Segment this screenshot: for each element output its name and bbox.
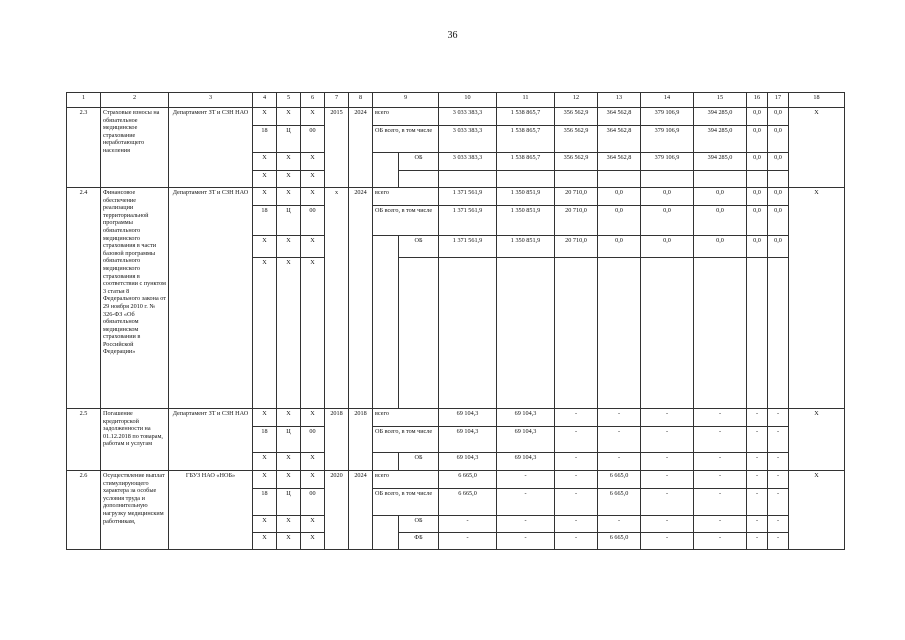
value-cell: 1 371 561,9	[439, 188, 497, 206]
note-cell: Х	[789, 108, 845, 188]
value-cell: 0,0	[768, 188, 789, 206]
value-cell: 0,0	[747, 236, 768, 258]
funding-source: всего	[373, 108, 439, 126]
value-cell: 0,0	[768, 153, 789, 171]
value-cell: -	[694, 453, 747, 471]
value-cell: -	[694, 427, 747, 453]
value-cell: 20 710,0	[555, 236, 598, 258]
value-cell: 1 350 851,9	[497, 188, 555, 206]
start-year: 2015	[325, 108, 349, 188]
value-cell: -	[641, 489, 694, 516]
code-cell: Х	[277, 453, 301, 471]
value-cell: -	[555, 453, 598, 471]
header-cell: 12	[555, 93, 598, 108]
code-cell: Х	[277, 171, 301, 188]
value-cell: 0,0	[598, 206, 641, 236]
value-cell: 356 562,9	[555, 126, 598, 153]
code-cell: 00	[301, 206, 325, 236]
value-cell: -	[747, 471, 768, 489]
value-cell: -	[747, 453, 768, 471]
table-row	[67, 108, 845, 126]
empty-cell	[555, 258, 598, 409]
value-cell: 379 106,9	[641, 126, 694, 153]
value-cell: -	[747, 533, 768, 550]
value-cell: 0,0	[747, 126, 768, 153]
value-cell: 394 285,0	[694, 126, 747, 153]
value-cell: 69 104,3	[439, 427, 497, 453]
value-cell: 1 371 561,9	[439, 236, 497, 258]
value-cell: 0,0	[768, 108, 789, 126]
value-cell: -	[641, 471, 694, 489]
value-cell: 1 538 865,7	[497, 153, 555, 171]
code-cell: Х	[301, 471, 325, 489]
value-cell: -	[641, 516, 694, 533]
code-cell: Х	[253, 471, 277, 489]
value-cell: 394 285,0	[694, 153, 747, 171]
indent-cell	[373, 453, 399, 471]
event-name: Финансовое обеспечение реализации территориальной программы обязательного медицинского страхования в части базовой программы обязательного медицинского страхования в соответствии с пунктом 3 статьи 8 Федерального закона от 29 ноября 2010 г. № 326-ФЗ «Об обязательном медицинском страховании в Российской Федерации»	[101, 188, 169, 409]
funding-source: всего	[373, 471, 439, 489]
value-cell: -	[555, 533, 598, 550]
empty-cell	[439, 258, 497, 409]
value-cell: 69 104,3	[439, 453, 497, 471]
header-cell: 10	[439, 93, 497, 108]
code-cell: Х	[253, 153, 277, 171]
value-cell: 3 033 383,3	[439, 126, 497, 153]
code-cell: Х	[277, 533, 301, 550]
header-cell: 8	[349, 93, 373, 108]
value-cell: -	[694, 489, 747, 516]
value-cell: -	[768, 471, 789, 489]
value-cell: -	[598, 453, 641, 471]
executor: ГБУЗ НАО «НОБ»	[169, 471, 253, 550]
value-cell: -	[555, 427, 598, 453]
empty-cell	[399, 171, 439, 188]
funding-source: ОБ	[399, 153, 439, 171]
note-cell: Х	[789, 471, 845, 550]
empty-cell	[694, 258, 747, 409]
event-name: Осуществление выплат стимулирующего характера за особые условия труда и дополнительную нагрузку медицинским работникам,	[101, 471, 169, 550]
event-name: Страховые взносы на обязательное медицинское страхование неработающего населения	[101, 108, 169, 188]
value-cell: 3 033 383,3	[439, 108, 497, 126]
code-cell: Ц	[277, 126, 301, 153]
value-cell: 356 562,9	[555, 108, 598, 126]
code-cell: Х	[277, 108, 301, 126]
code-cell: Х	[277, 188, 301, 206]
empty-cell	[399, 258, 439, 409]
value-cell: -	[747, 516, 768, 533]
executor: Департамент ЗТ и СЗН НАО	[169, 409, 253, 471]
value-cell: 0,0	[747, 206, 768, 236]
page-number: 36	[447, 30, 458, 41]
empty-cell	[641, 171, 694, 188]
value-cell: -	[555, 471, 598, 489]
empty-cell	[694, 171, 747, 188]
code-cell: Х	[253, 171, 277, 188]
row-number: 2.4	[67, 188, 101, 409]
program-funding-table	[66, 92, 845, 550]
code-cell: Х	[301, 258, 325, 409]
empty-cell	[747, 171, 768, 188]
value-cell: 1 538 865,7	[497, 126, 555, 153]
value-cell: 364 562,8	[598, 153, 641, 171]
value-cell: -	[768, 427, 789, 453]
start-year: 2018	[325, 409, 349, 471]
header-cell: 3	[169, 93, 253, 108]
header-cell: 1	[67, 93, 101, 108]
empty-cell	[747, 258, 768, 409]
empty-cell	[641, 258, 694, 409]
funding-source: ОБ всего, в том числе	[373, 206, 439, 236]
value-cell: -	[768, 516, 789, 533]
code-cell: Х	[253, 516, 277, 533]
funding-source: всего	[373, 409, 439, 427]
value-cell: 0,0	[641, 206, 694, 236]
funding-source: ОБ всего, в том числе	[373, 489, 439, 516]
value-cell: -	[768, 489, 789, 516]
value-cell: -	[694, 471, 747, 489]
value-cell: 0,0	[641, 236, 694, 258]
header-cell: 17	[768, 93, 789, 108]
funding-source: ФБ	[399, 533, 439, 550]
value-cell: 394 285,0	[694, 108, 747, 126]
value-cell: 356 562,9	[555, 153, 598, 171]
value-cell: 379 106,9	[641, 108, 694, 126]
value-cell: -	[439, 516, 497, 533]
empty-cell	[497, 171, 555, 188]
code-cell: Х	[301, 453, 325, 471]
code-cell: 18	[253, 489, 277, 516]
row-number: 2.6	[67, 471, 101, 550]
value-cell: -	[747, 489, 768, 516]
header-cell: 15	[694, 93, 747, 108]
value-cell: 0,0	[641, 188, 694, 206]
code-cell: Х	[277, 258, 301, 409]
indent-cell	[373, 236, 399, 409]
code-cell: Х	[301, 188, 325, 206]
code-cell: Ц	[277, 206, 301, 236]
value-cell: 6 665,0	[598, 533, 641, 550]
header-cell: 13	[598, 93, 641, 108]
value-cell: 0,0	[768, 206, 789, 236]
value-cell: -	[598, 516, 641, 533]
code-cell: Ц	[277, 489, 301, 516]
funding-source: ОБ всего, в том числе	[373, 427, 439, 453]
code-cell: Х	[253, 409, 277, 427]
code-cell: Х	[277, 236, 301, 258]
value-cell: 0,0	[598, 236, 641, 258]
code-cell: Х	[253, 108, 277, 126]
row-number: 2.5	[67, 409, 101, 471]
header-cell: 18	[789, 93, 845, 108]
row-number: 2.3	[67, 108, 101, 188]
value-cell: 0,0	[747, 108, 768, 126]
value-cell: 20 710,0	[555, 188, 598, 206]
code-cell: Х	[277, 516, 301, 533]
value-cell: 0,0	[747, 153, 768, 171]
value-cell: 0,0	[598, 188, 641, 206]
code-cell: Х	[301, 533, 325, 550]
value-cell: -	[768, 453, 789, 471]
value-cell: 1 538 865,7	[497, 108, 555, 126]
funding-source: ОБ	[399, 453, 439, 471]
header-cell: 7	[325, 93, 349, 108]
header-cell: 2	[101, 93, 169, 108]
value-cell: -	[555, 516, 598, 533]
value-cell: -	[497, 533, 555, 550]
value-cell: -	[497, 471, 555, 489]
code-cell: Х	[277, 153, 301, 171]
value-cell: 69 104,3	[497, 453, 555, 471]
empty-cell	[598, 258, 641, 409]
empty-cell	[439, 171, 497, 188]
code-cell: Х	[253, 533, 277, 550]
note-cell: Х	[789, 188, 845, 409]
value-cell: 364 562,8	[598, 126, 641, 153]
indent-cell	[373, 516, 399, 550]
value-cell: -	[641, 453, 694, 471]
value-cell: -	[694, 533, 747, 550]
code-cell: Х	[301, 516, 325, 533]
value-cell: 0,0	[768, 126, 789, 153]
end-year: 2024	[349, 108, 373, 188]
header-cell: 11	[497, 93, 555, 108]
value-cell: 364 562,8	[598, 108, 641, 126]
funding-source: всего	[373, 188, 439, 206]
value-cell: 6 665,0	[439, 489, 497, 516]
funding-source: ОБ	[399, 516, 439, 533]
value-cell: 3 033 383,3	[439, 153, 497, 171]
value-cell: -	[497, 516, 555, 533]
value-cell: 1 350 851,9	[497, 236, 555, 258]
header-cell: 14	[641, 93, 694, 108]
value-cell: -	[641, 533, 694, 550]
value-cell: -	[768, 533, 789, 550]
code-cell: Х	[253, 236, 277, 258]
event-name: Погашение кредиторской задолженности на 01.12.2018 по товарам, работам и услугам	[101, 409, 169, 471]
value-cell: -	[747, 427, 768, 453]
code-cell: 18	[253, 206, 277, 236]
value-cell: 0,0	[694, 188, 747, 206]
code-cell: 18	[253, 427, 277, 453]
empty-cell	[768, 258, 789, 409]
value-cell: 0,0	[694, 236, 747, 258]
value-cell: 379 106,9	[641, 153, 694, 171]
value-cell: -	[641, 409, 694, 427]
code-cell: Х	[301, 236, 325, 258]
header-cell: 6	[301, 93, 325, 108]
value-cell: 0,0	[747, 188, 768, 206]
end-year: 2018	[349, 409, 373, 471]
value-cell: -	[747, 409, 768, 427]
header-cell: 9	[373, 93, 439, 108]
value-cell: -	[439, 533, 497, 550]
value-cell: 1 371 561,9	[439, 206, 497, 236]
value-cell: 20 710,0	[555, 206, 598, 236]
funding-source: ОБ	[399, 236, 439, 258]
table-row	[67, 409, 845, 427]
code-cell: Х	[253, 258, 277, 409]
value-cell: -	[598, 409, 641, 427]
value-cell: 6 665,0	[598, 471, 641, 489]
header-cell: 16	[747, 93, 768, 108]
start-year: х	[325, 188, 349, 409]
header-cell: 5	[277, 93, 301, 108]
executor: Департамент ЗТ и СЗН НАО	[169, 188, 253, 409]
table-header-row	[67, 93, 845, 108]
value-cell: 1 350 851,9	[497, 206, 555, 236]
value-cell: -	[555, 409, 598, 427]
value-cell: -	[694, 516, 747, 533]
code-cell: Ц	[277, 427, 301, 453]
code-cell: 00	[301, 489, 325, 516]
executor: Департамент ЗТ и СЗН НАО	[169, 108, 253, 188]
value-cell: 69 104,3	[497, 409, 555, 427]
empty-cell	[768, 171, 789, 188]
table-row	[67, 188, 845, 206]
value-cell: -	[598, 427, 641, 453]
code-cell: 00	[301, 126, 325, 153]
value-cell: -	[768, 409, 789, 427]
table-row	[67, 471, 845, 489]
empty-cell	[497, 258, 555, 409]
indent-cell	[373, 153, 399, 188]
end-year: 2024	[349, 471, 373, 550]
code-cell: Х	[301, 153, 325, 171]
value-cell: 0,0	[694, 206, 747, 236]
value-cell: -	[555, 489, 598, 516]
value-cell: 6 665,0	[439, 471, 497, 489]
start-year: 2020	[325, 471, 349, 550]
value-cell: -	[694, 409, 747, 427]
empty-cell	[555, 171, 598, 188]
end-year: 2024	[349, 188, 373, 409]
note-cell: Х	[789, 409, 845, 471]
code-cell: Х	[277, 471, 301, 489]
value-cell: 6 665,0	[598, 489, 641, 516]
code-cell: Х	[301, 171, 325, 188]
funding-source: ОБ всего, в том числе	[373, 126, 439, 153]
code-cell: 18	[253, 126, 277, 153]
code-cell: Х	[277, 409, 301, 427]
value-cell: 0,0	[768, 236, 789, 258]
value-cell: 69 104,3	[439, 409, 497, 427]
code-cell: Х	[301, 409, 325, 427]
code-cell: Х	[253, 453, 277, 471]
value-cell: 69 104,3	[497, 427, 555, 453]
header-cell: 4	[253, 93, 277, 108]
code-cell: Х	[301, 108, 325, 126]
code-cell: Х	[253, 188, 277, 206]
value-cell: -	[641, 427, 694, 453]
code-cell: 00	[301, 427, 325, 453]
empty-cell	[598, 171, 641, 188]
value-cell: -	[497, 489, 555, 516]
